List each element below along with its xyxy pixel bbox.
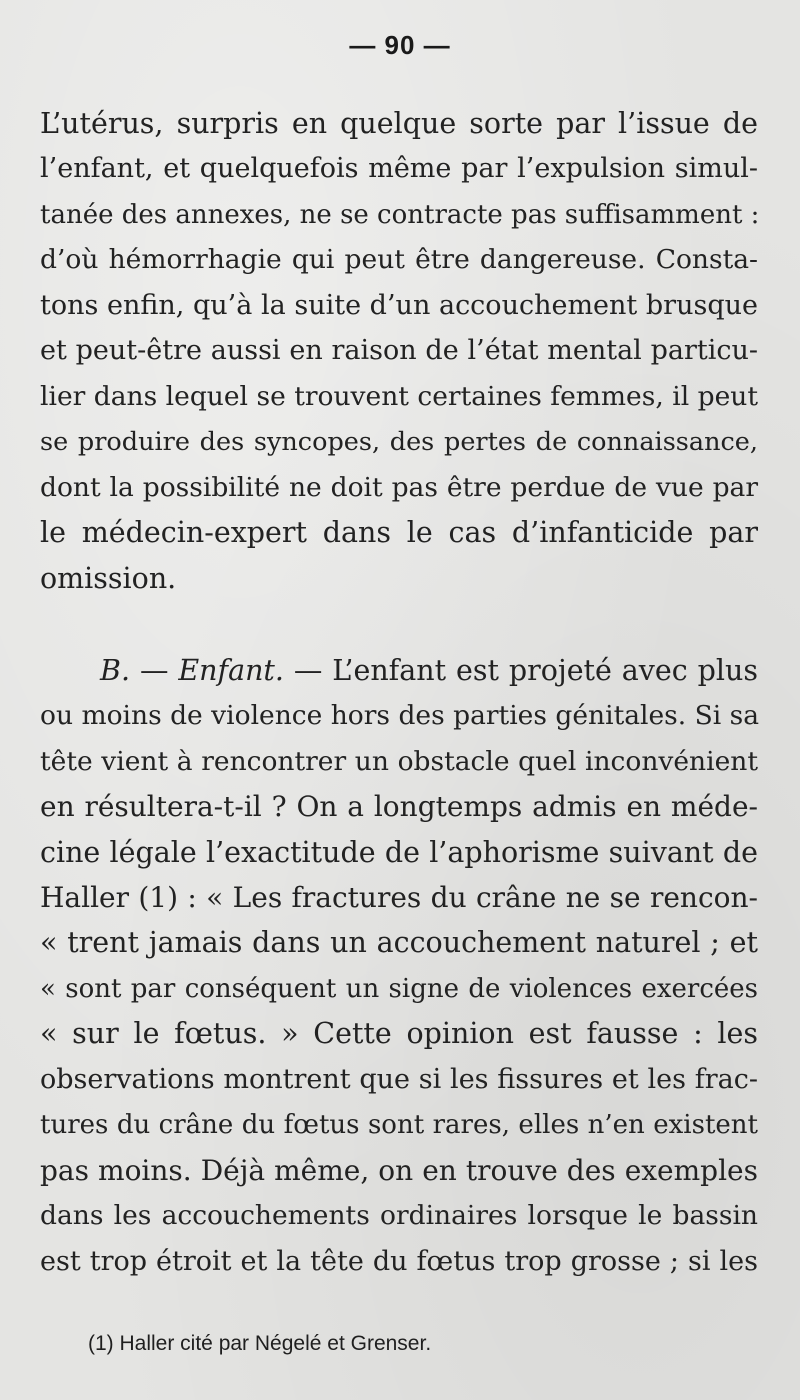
text-line: « trent jamais dans un accouchement naturel ; et <box>40 926 758 959</box>
text-line: dans les accouchements ordinaires lorsque le bassin <box>40 1200 758 1231</box>
footnote: (1) Haller cité par Négelé et Grenser. <box>88 1332 432 1355</box>
text-line: l’enfant, et quelquefois même par l’expulsion simul- <box>40 153 758 184</box>
text-line: tures du crâne du fœtus sont rares, elles n’en existent <box>40 1110 758 1140</box>
text-line: et peut-être aussi en raison de l’état mental particu- <box>40 335 758 366</box>
text-line: tête vient à rencontrer un obstacle quel inconvénient <box>40 746 758 777</box>
text-line: L’utérus, surpris en quelque sorte par l’issue de <box>40 107 758 140</box>
text-line: pas moins. Déjà même, on en trouve des exemples <box>40 1154 758 1187</box>
text-line: le médecin-expert dans le cas d’infanticide par <box>40 516 758 549</box>
section-heading-line <box>100 648 758 694</box>
text-line: lier dans lequel se trouvent certaines femmes, il peut <box>40 381 758 412</box>
section-heading: B. — Enfant. — L’enfant est projeté avec plus <box>100 654 758 687</box>
text-line: d’où hémorrhagie qui peut être dangereuse. Consta- <box>40 244 758 275</box>
page-number: — 90 — <box>349 30 451 60</box>
text-line: « sont par conséquent un signe de violences exercées <box>40 974 758 1004</box>
text-line: observations montrent que si les fissures et les frac- <box>40 1064 758 1095</box>
text-line: cine légale l’exactitude de l’aphorisme suivant de <box>40 836 758 869</box>
text-line: dont la possibilité ne doit pas être perdue de vue par <box>40 472 758 503</box>
text-line: en résultera-t-il ? On a longtemps admis en méde- <box>40 790 758 823</box>
text-line: omission. <box>40 562 177 595</box>
text-line: est trop étroit et la tête du fœtus trop grosse ; si les <box>40 1246 758 1277</box>
text-line: tanée des annexes, ne se contracte pas suffisamment : <box>40 200 760 230</box>
text-line: Haller (1) : « Les fractures du crâne ne se rencon- <box>40 881 758 914</box>
text-line: ou moins de violence hors des parties génitales. Si sa <box>40 700 760 731</box>
text-line: se produire des syncopes, des pertes de connaissance, <box>40 427 758 457</box>
text-line: tons enfin, qu’à la suite d’un accouchement brusque <box>40 290 758 321</box>
text-line: « sur le fœtus. » Cette opinion est fausse : les <box>40 1017 758 1050</box>
